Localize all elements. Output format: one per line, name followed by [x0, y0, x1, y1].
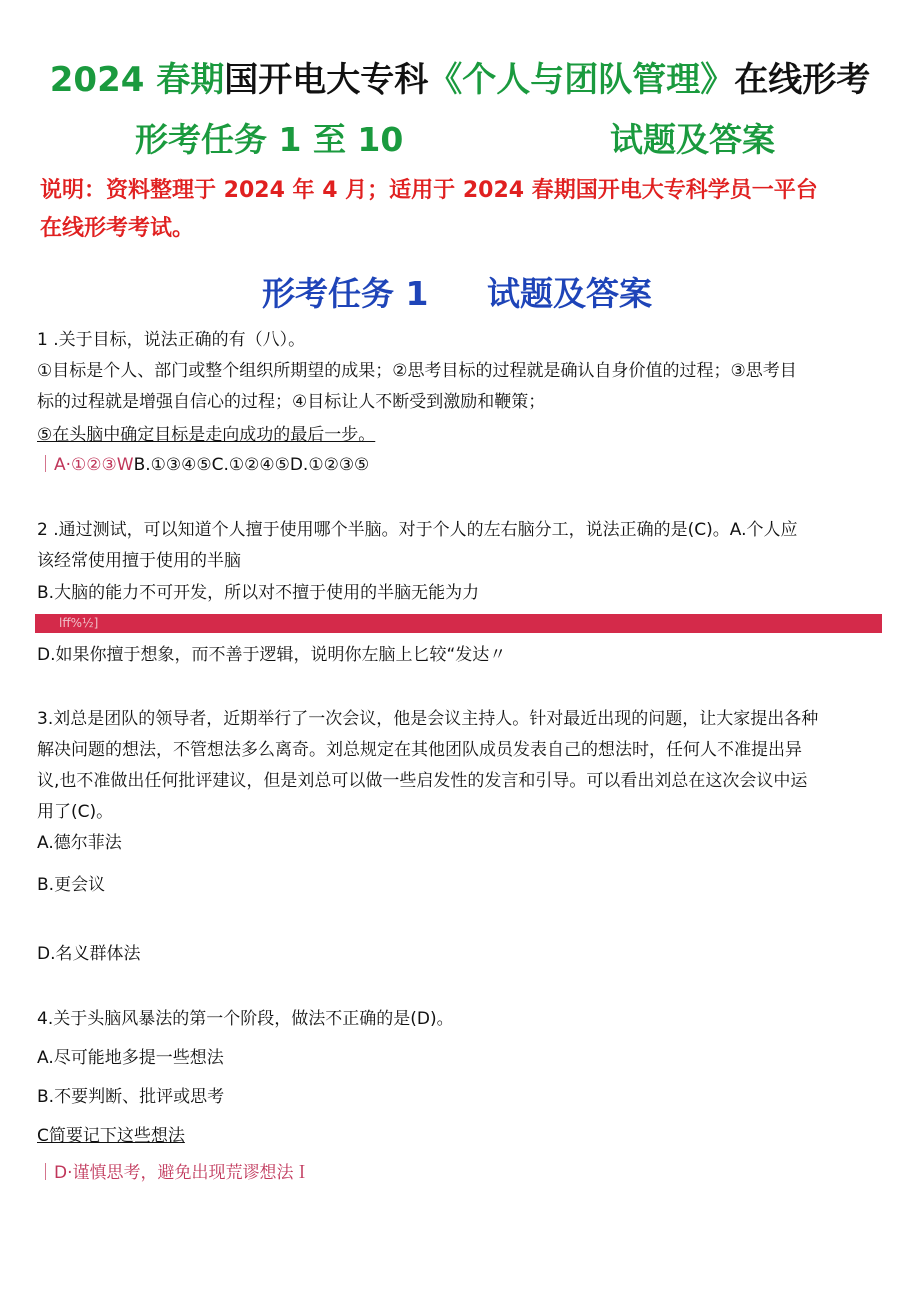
q1-line-3-text: ⑤在头脑中确定目标是走向成功的最后一步。: [37, 425, 376, 445]
section-title: 形考任务 1: [262, 274, 429, 313]
subtitle-tasks: 形考任务 1 至 10: [135, 120, 404, 159]
note-line-1: 说明：资料整理于 2024 年 4 月；适用于 2024 春期国开电大专科学员一平台: [40, 178, 818, 203]
title-year: 2024 春期: [49, 60, 225, 100]
q3-line-3: 议,也不准做出任何批评建议，但是刘总可以做一些启发性的发言和引导。可以看出刘总在这次会议中运: [37, 771, 808, 791]
q4-option-a: A.尽可能地多提一些想法: [37, 1048, 224, 1068]
q1-line-3: [37, 420, 885, 451]
q4-option-c-text: C简要记下这些想法: [37, 1126, 185, 1146]
q2-line-2: 该经常使用擅于使用的半脑: [37, 551, 241, 571]
q4-option-b: B.不要判断、批评或思考: [37, 1087, 225, 1107]
title-course: 《个人与团队管理》: [428, 60, 735, 100]
q4-answer: [37, 1158, 885, 1189]
q3-option-d: D.名义群体法: [37, 944, 141, 964]
q4-stem: 4.关于头脑风暴法的第一个阶段，做法不正确的是(D)。: [37, 1009, 454, 1029]
q2-highlight-text: lff%½]: [59, 616, 99, 630]
subtitle-answers: 试题及答案: [610, 120, 775, 159]
q1-line-1: ①目标是个人、部门或整个组织所期望的成果；②思考目标的过程就是确认自身价值的过程；③思考目: [37, 361, 797, 381]
document-title: [0, 58, 920, 102]
document-note: [40, 172, 890, 248]
title-school: 国开电大专科: [224, 60, 429, 100]
q3-option-b: B.更会议: [37, 875, 106, 895]
q2-stem: 2 .通过测试，可以知道个人擅于使用哪个半脑。对于个人的左右脑分工，说法正确的是(C)。A.个人应: [37, 520, 798, 540]
q1-answer: ｜A·①②③W: [37, 455, 134, 475]
q3-option-a: A.德尔菲法: [37, 833, 122, 853]
q3-line-1: 3.刘总是团队的领导者，近期举行了一次会议，他是会议主持人。针对最近出现的问题，让大家提出各种: [37, 709, 819, 729]
q3-line-2: 解决问题的想法，不管想法多么离奇。刘总规定在其他团队成员发表自己的想法时，任何人不准提出异: [37, 740, 802, 760]
title-type: 在线形考: [734, 60, 871, 100]
q1-stem: 1 .关于目标，说法正确的有（八）。: [37, 330, 306, 350]
q2-option-b: B.大脑的能力不可开发，所以对不擅于使用的半脑无能为力: [37, 583, 480, 603]
q2-answer-highlight: [35, 614, 882, 633]
q1-options-rest: B.①③④⑤C.①②④⑤D.①②③⑤: [133, 455, 370, 475]
q1-options: [37, 450, 885, 481]
note-line-2: 在线形考考试。: [40, 216, 195, 241]
q4-answer-text: ｜D·谨慎思考，避免出现荒谬想法Ｉ: [37, 1163, 311, 1183]
q1-line-2: 标的过程就是增强自信心的过程；④目标让人不断受到激励和鞭策；: [37, 392, 546, 412]
q4-option-c: [37, 1121, 885, 1152]
section-title-answers: 试题及答案: [487, 274, 652, 313]
q2-option-d: D.如果你擅于想象，而不善于逻辑，说明你左脑上匕较“发达〃: [37, 645, 507, 665]
q3-line-4: 用了(C)。: [37, 802, 114, 822]
